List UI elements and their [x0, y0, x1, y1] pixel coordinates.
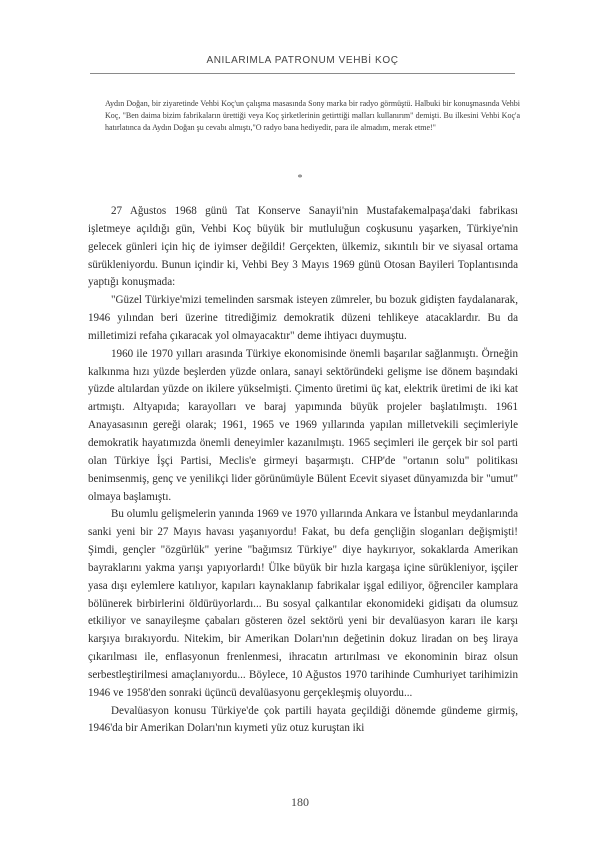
body-paragraph: 1960 ile 1970 yılları arasında Türkiye ekonomisinde önemli başarılar sağlanmıştı. Örneğin kalkınma hızı yüzde beşlerden yüzde onlara, sanayi sektöründeki gelişme ise dönem başındaki yüzde altılardan yüzde on ikilere yükselmişti. Çimento üretimi üç kat, elektrik üretimi de iki kat artmıştı. Altyapıda; karayolları ve baraj yapımında büyük projeler başlatılmıştı. 1961 Anayasasının gereği olarak; 1961, 1965 ve 1969 yıllarında yapılan milletvekili seçimleriyle demokratik hayatımızda önemli deneyimler kazanılmıştı. 1965 seçimleri ile gerçek bir sol parti olan Türkiye İşçi Partisi, Meclis'e girmeyi başarmıştı. CHP'de "ortanın solu" politikası benimsenmiş, genç ve yenilikçi lider görünümüyle Bülent Ecevit siyaset dünyamızda bir "umut" olmaya başlamıştı.: [88, 347, 518, 503]
section-separator: *: [297, 173, 303, 184]
header-rule: [90, 73, 515, 74]
body-paragraph: Bu olumlu gelişmelerin yanında 1969 ve 1970 yıllarında Ankara ve İstanbul meydanlarında sanki yeni bir 27 Mayıs havası yaşanıyordu! Fakat, bu defa gençliğin sloganları değişmişti! Şimdi, gençler "özgürlük" yerine "bağımsız Türkiye" diye haykırıyor, sokaklarda Amerikan bayraklarını yakma yarışı yapıyorlardı! Ülke büyük bir hızla kargaşa içine sürükleniyor, işçiler yasa dışı eylemlere katılıyor, kapıları kaynaklanıp fabrikalar işgal ediliyor, öğrenciler kamplara bölünerek birbirlerini öldürüyorlardı... Bu sosyal çalkantılar ekonomideki gidişatı da olumsuz etkiliyor ve sanayileşme çabaları gösteren özel sektörü yeni bir devalüasyon kararı ile karşı karşıya bırakıyordu. Nitekim, bir Amerikan Doları'nın değetinin dokuz liradan on beş liraya çıkarılması ile, enflasyonun frenlenmesi, ihracatın artırılması ve ekonominin biraz olsun serbestleştirilmesi amaçlanıyordu... Böylece, 10 Ağustos 1970 tarihinde Cumhuriyet tarihimizin 1946 ve 1958'den sonraki üçüncü devalüasyonu gerçekleşmiş oluyordu...: [88, 508, 518, 699]
body-paragraph: 27 Ağustos 1968 günü Tat Konserve Sanayii'nin Mustafakemalpaşa'daki fabrikası işletmeye açıldığı gün, Vehbi Koç büyük bir mutluluğun coşkusunu yaşarken, Türkiye'nin gelecek günleri için hiç de iyimser değildi! Gerçekten, ülkemiz, sıkıntılı bir ve siyasal ortama sürükleniyordu. Bunun içindir ki, Vehbi Bey 3 Mayıs 1969 günü Otosan Bayileri Toplantısında yaptığı konuşmada:: [88, 205, 518, 289]
footnote-block: [105, 98, 520, 135]
running-head: ANILARIMLA PATRONUM VEHBİ KOÇ: [206, 55, 399, 66]
body-paragraph: "Güzel Türkiye'mizi temelinden sarsmak isteyen zümreler, bu bozuk gidişten faydalanarak, 1946 yılından beri üzerine titrediğimiz demokratik düzeni tehlikeye atacaklardır. Bu da milletimizi refaha çıkaracak yol olmayacaktır" deme ihtiyacı duymuştu.: [88, 294, 518, 342]
footnote-text: Aydın Doğan, bir ziyaretinde Vehbi Koç'un çalışma masasında Sony marka bir radyo görmüştü. Halbuki bir konuşmasında Vehbi Koç, "Ben daima bizim fabrikaların ürettiği veya Koç şirketlerinin getirttiği malları kullanırım" demişti. Bu ilkesini Vehbi Koç'a hatırlatınca da Aydın Doğan şu cevabı almıştı,"O radyo bana hediyedir, para ile almadım, merak etme!": [105, 99, 520, 133]
page-number: 180: [291, 795, 309, 809]
body-text: [88, 203, 518, 738]
body-paragraph: Devalüasyon konusu Türkiye'de çok partili hayata geçildiği dönemde gündeme girmiş, 1946'da bir Amerikan Doları'nın kıymeti yüz otuz kuruştan iki: [88, 704, 518, 735]
